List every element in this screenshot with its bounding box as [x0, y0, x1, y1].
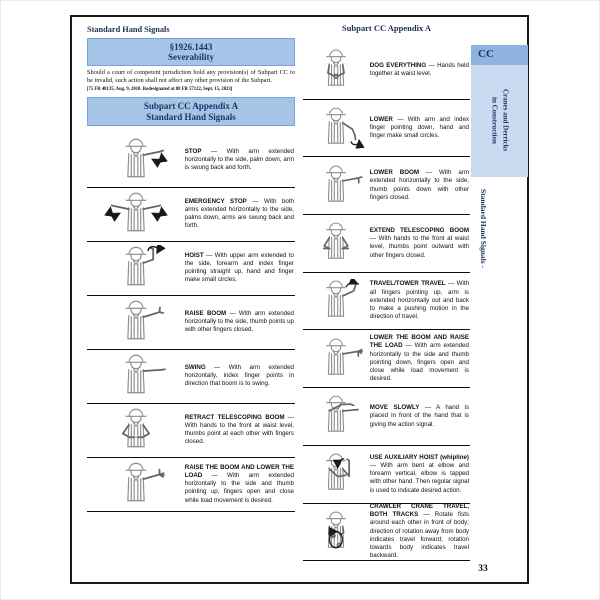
section-number: §1926.1443	[169, 41, 213, 52]
section-title: Severability	[168, 52, 214, 63]
signal-row-hoist	[87, 242, 295, 296]
signal-text	[370, 227, 470, 260]
signal-name: CRAWLER CRANE TRAVEL, BOTH TRACKS	[369, 502, 469, 519]
raise-boom-lower-load-figure-icon	[87, 461, 185, 508]
signal-name: RAISE BOOM	[184, 309, 227, 317]
signal-text	[185, 414, 295, 447]
signal-text	[185, 148, 295, 173]
signal-name: RAISE THE BOOM AND LOWER THE LOAD	[184, 463, 294, 479]
signal-row-lower	[303, 100, 470, 158]
signal-text	[185, 252, 295, 285]
sidebar-vertical-label: Standard Hand Signals -	[479, 189, 488, 268]
signal-description: — With arm extended horizontally to the side, thumb points up with other fingers closed.	[184, 309, 294, 334]
right-column	[303, 23, 470, 561]
signal-description: — With arm bent at elbow and forearm vertical, elbow is tapped with other hand. Then regular signal is used to indicate desired action.	[369, 461, 469, 494]
signal-description: — With both arms extended horizontally to the side, palms down, arms are swung back and forth.	[184, 197, 294, 230]
severability-paragraph: Should a court of competent jurisdiction hold any provision(s) of Subpart CC to be invalid, such action shall not affect any other provision of the Subpart.	[87, 69, 295, 85]
signal-text	[370, 503, 470, 561]
signal-row-swing	[87, 350, 295, 404]
signal-text	[370, 62, 470, 79]
left-column-header: Standard Hand Signals	[87, 25, 170, 34]
use-auxiliary-hoist-figure-icon	[303, 452, 370, 496]
signal-text	[185, 310, 295, 335]
signal-text	[370, 334, 470, 384]
signal-row-lower-boom	[303, 157, 470, 215]
appendix-line1: Subpart CC Appendix A	[143, 100, 239, 111]
signal-row-raise-boom	[87, 296, 295, 350]
signal-description: — With arm and index finger pointing down, hand and finger make small circles.	[369, 115, 469, 140]
signal-text	[370, 169, 470, 202]
raise-boom-figure-icon	[87, 299, 185, 346]
signal-name: STOP	[184, 147, 202, 155]
signal-description: — With all fingers pointing up, arm is extended horizontally out and back to make a pushing motion in the direction of travel.	[369, 280, 469, 321]
signal-name: DOG EVERYTHING	[369, 62, 427, 70]
tab-title-line2: in Construction	[490, 96, 499, 144]
signal-text	[370, 404, 470, 429]
document-page	[70, 15, 529, 584]
signal-description: — With arm extended horizontally to the side, thumb points down with other fingers closed.	[369, 169, 469, 201]
signal-row-travel-tower-travel	[303, 273, 470, 331]
signal-text	[370, 116, 470, 141]
right-column-header: Subpart CC Appendix A	[341, 23, 432, 33]
left-signal-list	[87, 134, 295, 512]
subpart-tab-title	[488, 89, 510, 151]
move-slowly-figure-icon	[303, 394, 370, 438]
lower-boom-figure-icon	[303, 164, 370, 208]
signal-description: — With hands to the front at waist level, thumbs point at each other with fingers closed.	[184, 413, 294, 446]
signal-description: — With upper arm extended to the side, forearm and index finger pointing straight up, hand and finger make small circles.	[184, 251, 294, 284]
signal-row-stop	[87, 134, 295, 188]
signal-name: LOWER THE BOOM AND RAISE THE LOAD	[369, 334, 469, 350]
subpart-tab-label: CC	[471, 45, 528, 65]
signal-row-retract-telescoping-boom	[87, 404, 295, 458]
signal-text	[185, 364, 295, 389]
travel-tower-travel-figure-icon	[303, 279, 370, 323]
signal-row-move-slowly	[303, 388, 470, 446]
retract-telescoping-boom-figure-icon	[87, 407, 185, 454]
appendix-section-heading	[87, 97, 295, 125]
signal-text	[185, 464, 295, 505]
signal-text	[185, 198, 295, 231]
stop-figure-icon	[87, 137, 185, 184]
signal-description: — A hand is placed in front of the hand that is giving the action signal.	[369, 404, 469, 428]
signal-name: USE AUXILIARY HOIST (whipline)	[369, 453, 469, 461]
signal-description: — With hands to the front at waist level, thumbs point outward with other fingers closed.	[369, 235, 469, 259]
federal-register-citation: [75 FR 48135, Aug. 9, 2010. Redesignated at 88 FR 57122, Sept. 15, 2023]	[87, 86, 233, 92]
lower-boom-raise-load-figure-icon	[303, 337, 370, 381]
right-signal-list	[303, 42, 470, 561]
lower-figure-icon	[303, 106, 370, 150]
hoist-figure-icon	[87, 245, 185, 292]
signal-name: EXTEND TELESCOPING BOOM	[369, 226, 469, 234]
signal-row-crawler-crane-travel	[303, 504, 470, 562]
page-number: 33	[478, 564, 488, 574]
signal-name: TRAVEL/TOWER TRAVEL	[369, 280, 446, 288]
signal-description: — Hands held together at waist level.	[369, 62, 469, 78]
appendix-line2: Standard Hand Signals	[146, 111, 236, 122]
emergency-stop-figure-icon	[87, 191, 185, 238]
signal-description: — Rotate fists around each other in front of body; direction of rotation away from body indicates travel forward; rotation towards body indicates travel backward.	[369, 511, 470, 560]
extend-telescoping-boom-figure-icon	[303, 221, 370, 265]
signal-text	[370, 280, 470, 321]
signal-name: LOWER BOOM	[369, 169, 419, 177]
signal-description: — With arm extended horizontally, index finger points in direction that boom is to swing.	[184, 363, 294, 388]
subpart-tab-body	[471, 65, 528, 175]
signal-row-lower-boom-raise-load	[303, 330, 470, 388]
subpart-tab	[471, 45, 528, 177]
signal-row-emergency-stop	[87, 188, 295, 242]
left-column	[87, 25, 295, 512]
signal-text	[370, 454, 470, 495]
signal-name: LOWER	[369, 115, 393, 123]
signal-name: EMERGENCY STOP	[184, 197, 247, 205]
signal-name: SWING	[184, 363, 206, 371]
sidebar	[471, 17, 529, 582]
signal-name: MOVE SLOWLY	[369, 404, 420, 412]
signal-name: RETRACT TELESCOPING BOOM	[184, 413, 285, 421]
tab-title-line1: Cranes and Derricks	[501, 88, 510, 152]
signal-row-extend-telescoping-boom	[303, 215, 470, 273]
dog-everything-figure-icon	[303, 48, 370, 92]
signal-description: — With arm extended horizontally to the side and thumb pointing down, fingers open and close while load movement is desired.	[369, 342, 469, 383]
signal-description: — With arm extended horizontally to the side and thumb pointing up, fingers open and close while load movement is desired.	[184, 471, 294, 504]
swing-figure-icon	[87, 353, 185, 400]
crawler-crane-travel-figure-icon	[303, 510, 370, 554]
signal-row-use-auxiliary-hoist	[303, 446, 470, 504]
signal-row-dog-everything	[303, 42, 470, 100]
signal-name: HOIST	[184, 251, 204, 259]
severability-section-heading	[87, 38, 295, 66]
signal-description: — With arm extended horizontally to the side, palm down, arm is swung back and forth.	[184, 147, 294, 172]
signal-row-raise-boom-lower-load	[87, 458, 295, 512]
